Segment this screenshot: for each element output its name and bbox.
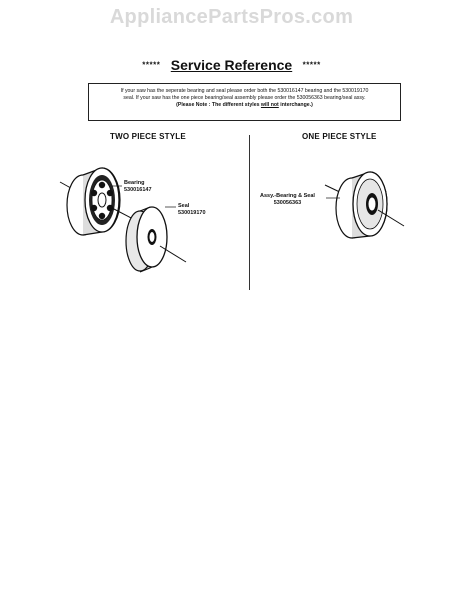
watermark-logo: AppliancePartsPros.com (109, 6, 354, 28)
assembly-part-number: 530056363 (273, 200, 302, 206)
heading-two-piece: TWO PIECE STYLE (110, 132, 186, 141)
heading-one-piece: ONE PIECE STYLE (302, 132, 377, 141)
page-title: Service Reference (170, 56, 293, 73)
stars-right: ***** (302, 60, 321, 70)
note-emphasis: will not (260, 102, 279, 108)
assembly-label: Assy.-Bearing & Seal (260, 193, 315, 199)
note-suffix: interchange.) (280, 102, 313, 108)
notice-line-2: seal. If your saw has the one piece bearing/seal assembly please order the 530056363 bearing/seal assy. (123, 95, 366, 101)
assembly-callout (260, 193, 315, 207)
notice-line-1: If your saw has the seperate bearing and seal please order both the 530016147 bearing and the 530019170 (120, 88, 369, 94)
note-prefix: (Please Note : The different styles (176, 102, 260, 108)
bearing-label: Bearing (124, 180, 145, 186)
seal-part-number: 530019170 (178, 210, 206, 216)
seal-label: Seal (178, 203, 190, 209)
stars-left: ***** (142, 60, 161, 70)
bearing-part-number: 530016147 (124, 187, 152, 193)
